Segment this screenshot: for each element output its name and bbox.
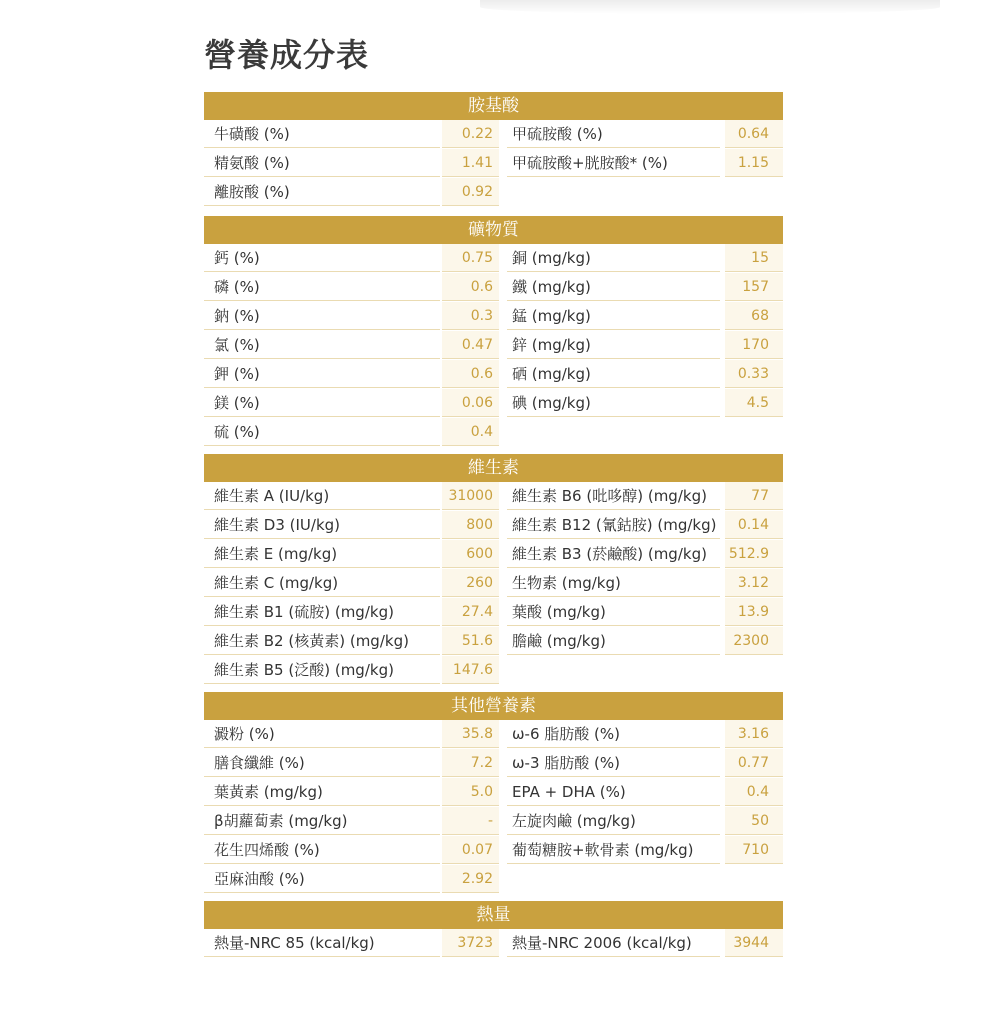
nutrient-label: 膽鹼 (mg/kg) (507, 627, 720, 655)
nutrient-section (204, 692, 783, 894)
nutrient-label: 銅 (mg/kg) (507, 244, 720, 272)
nutrient-value: 35.8 (442, 720, 499, 748)
table-row (204, 627, 783, 656)
table-row (204, 569, 783, 598)
nutrient-label: 維生素 B12 (氰鈷胺) (mg/kg) (507, 511, 720, 539)
table-row (204, 482, 783, 511)
nutrient-label: 葡萄糖胺+軟骨素 (mg/kg) (507, 836, 720, 864)
nutrient-label: 熱量-NRC 2006 (kcal/kg) (507, 929, 720, 957)
nutrient-label: 氯 (%) (204, 331, 440, 359)
nutrient-label: 維生素 C (mg/kg) (204, 569, 440, 597)
nutrient-label: 甲硫胺酸 (%) (507, 120, 720, 148)
nutrient-value: 0.47 (442, 331, 499, 359)
nutrient-value: 600 (442, 540, 499, 568)
nutrient-value: 0.22 (442, 120, 499, 148)
table-row (204, 656, 783, 685)
nutrient-value: 1.15 (725, 149, 783, 177)
nutrient-section (204, 901, 783, 958)
nutrient-value: 3944 (725, 929, 783, 957)
table-row (204, 149, 783, 178)
table-row (204, 540, 783, 569)
nutrient-label: 精氨酸 (%) (204, 149, 440, 177)
nutrient-value: 31000 (442, 482, 499, 510)
nutrient-label: 維生素 B6 (吡哆醇) (mg/kg) (507, 482, 720, 510)
nutrient-label: 澱粉 (%) (204, 720, 440, 748)
nutrient-label: 膳食纖維 (%) (204, 749, 440, 777)
nutrient-label: β胡蘿蔔素 (mg/kg) (204, 807, 440, 835)
nutrient-label: 左旋肉鹼 (mg/kg) (507, 807, 720, 835)
table-row (204, 807, 783, 836)
nutrient-value: 147.6 (442, 656, 499, 684)
nutrient-value: 0.64 (725, 120, 783, 148)
nutrient-label: 鉀 (%) (204, 360, 440, 388)
table-row (204, 720, 783, 749)
nutrient-value: 3723 (442, 929, 499, 957)
nutrient-value: 0.07 (442, 836, 499, 864)
nutrient-value (725, 865, 783, 893)
nutrient-value: 0.6 (442, 360, 499, 388)
nutrient-label: 維生素 B2 (核黃素) (mg/kg) (204, 627, 440, 655)
nutrient-label: 磷 (%) (204, 273, 440, 301)
table-row (204, 418, 783, 447)
nutrient-value: 0.3 (442, 302, 499, 330)
section-header: 維生素 (204, 454, 783, 482)
table-row (204, 778, 783, 807)
table-row (204, 929, 783, 958)
nutrient-value: 0.06 (442, 389, 499, 417)
nutrient-label: EPA + DHA (%) (507, 778, 720, 806)
table-row (204, 360, 783, 389)
nutrient-label: 維生素 B3 (菸鹼酸) (mg/kg) (507, 540, 720, 568)
nutrient-label: 鐵 (mg/kg) (507, 273, 720, 301)
nutrient-value: 0.4 (725, 778, 783, 806)
nutrient-section (204, 454, 783, 685)
nutrient-value: 0.92 (442, 178, 499, 206)
nutrient-value: 77 (725, 482, 783, 510)
nutrient-value: 0.14 (725, 511, 783, 539)
nutrient-label: 葉酸 (mg/kg) (507, 598, 720, 626)
nutrient-value: 157 (725, 273, 783, 301)
nutrient-value: 260 (442, 569, 499, 597)
nutrient-label: 亞麻油酸 (%) (204, 865, 440, 893)
nutrient-label: 鋅 (mg/kg) (507, 331, 720, 359)
section-header: 其他營養素 (204, 692, 783, 720)
section-header: 熱量 (204, 901, 783, 929)
page-title: 營養成分表 (204, 36, 370, 74)
nutrient-label: 熱量-NRC 85 (kcal/kg) (204, 929, 440, 957)
table-row (204, 389, 783, 418)
nutrient-value: 50 (725, 807, 783, 835)
nutrient-value: 0.6 (442, 273, 499, 301)
table-row (204, 244, 783, 273)
nutrient-value: 3.12 (725, 569, 783, 597)
nutrient-value: - (442, 807, 499, 835)
table-row (204, 865, 783, 894)
nutrient-value: 170 (725, 331, 783, 359)
nutrient-label: ω-3 脂肪酸 (%) (507, 749, 720, 777)
nutrient-value: 51.6 (442, 627, 499, 655)
nutrient-value: 0.75 (442, 244, 499, 272)
nutrient-value: 0.4 (442, 418, 499, 446)
nutrient-label: ω-6 脂肪酸 (%) (507, 720, 720, 748)
table-row (204, 598, 783, 627)
nutrient-label: 甲硫胺酸+胱胺酸* (%) (507, 149, 720, 177)
nutrient-label: 鎂 (%) (204, 389, 440, 417)
nutrient-label: 碘 (mg/kg) (507, 389, 720, 417)
nutrient-label: 維生素 B5 (泛酸) (mg/kg) (204, 656, 440, 684)
nutrient-label: 鈣 (%) (204, 244, 440, 272)
nutrient-label: 維生素 E (mg/kg) (204, 540, 440, 568)
nutrient-label: 牛磺酸 (%) (204, 120, 440, 148)
table-row (204, 511, 783, 540)
nutrient-section (204, 216, 783, 447)
top-shadow (480, 0, 940, 14)
nutrient-value: 1.41 (442, 149, 499, 177)
nutrient-value: 710 (725, 836, 783, 864)
nutrient-label (507, 865, 720, 893)
nutrient-label: 維生素 D3 (IU/kg) (204, 511, 440, 539)
nutrient-value: 2300 (725, 627, 783, 655)
table-row (204, 331, 783, 360)
nutrient-section (204, 92, 783, 207)
section-header: 胺基酸 (204, 92, 783, 120)
table-row (204, 178, 783, 207)
table-row (204, 302, 783, 331)
table-row (204, 836, 783, 865)
nutrient-label: 錳 (mg/kg) (507, 302, 720, 330)
section-header: 礦物質 (204, 216, 783, 244)
nutrient-label: 離胺酸 (%) (204, 178, 440, 206)
nutrient-value: 0.33 (725, 360, 783, 388)
nutrient-value: 13.9 (725, 598, 783, 626)
nutrient-label: 花生四烯酸 (%) (204, 836, 440, 864)
nutrient-label: 葉黃素 (mg/kg) (204, 778, 440, 806)
nutrient-label: 生物素 (mg/kg) (507, 569, 720, 597)
nutrient-label: 硒 (mg/kg) (507, 360, 720, 388)
nutrient-label: 硫 (%) (204, 418, 440, 446)
nutrient-value: 800 (442, 511, 499, 539)
nutrient-value: 2.92 (442, 865, 499, 893)
nutrient-value: 5.0 (442, 778, 499, 806)
nutrient-value: 0.77 (725, 749, 783, 777)
nutrient-label: 維生素 A (IU/kg) (204, 482, 440, 510)
nutrient-value: 27.4 (442, 598, 499, 626)
nutrient-value: 7.2 (442, 749, 499, 777)
nutrient-label: 鈉 (%) (204, 302, 440, 330)
table-row (204, 120, 783, 149)
nutrient-value: 512.9 (725, 540, 783, 568)
nutrient-label: 維生素 B1 (硫胺) (mg/kg) (204, 598, 440, 626)
nutrient-value: 15 (725, 244, 783, 272)
nutrient-value: 4.5 (725, 389, 783, 417)
nutrient-value: 3.16 (725, 720, 783, 748)
nutrient-value: 68 (725, 302, 783, 330)
table-row (204, 273, 783, 302)
table-row (204, 749, 783, 778)
